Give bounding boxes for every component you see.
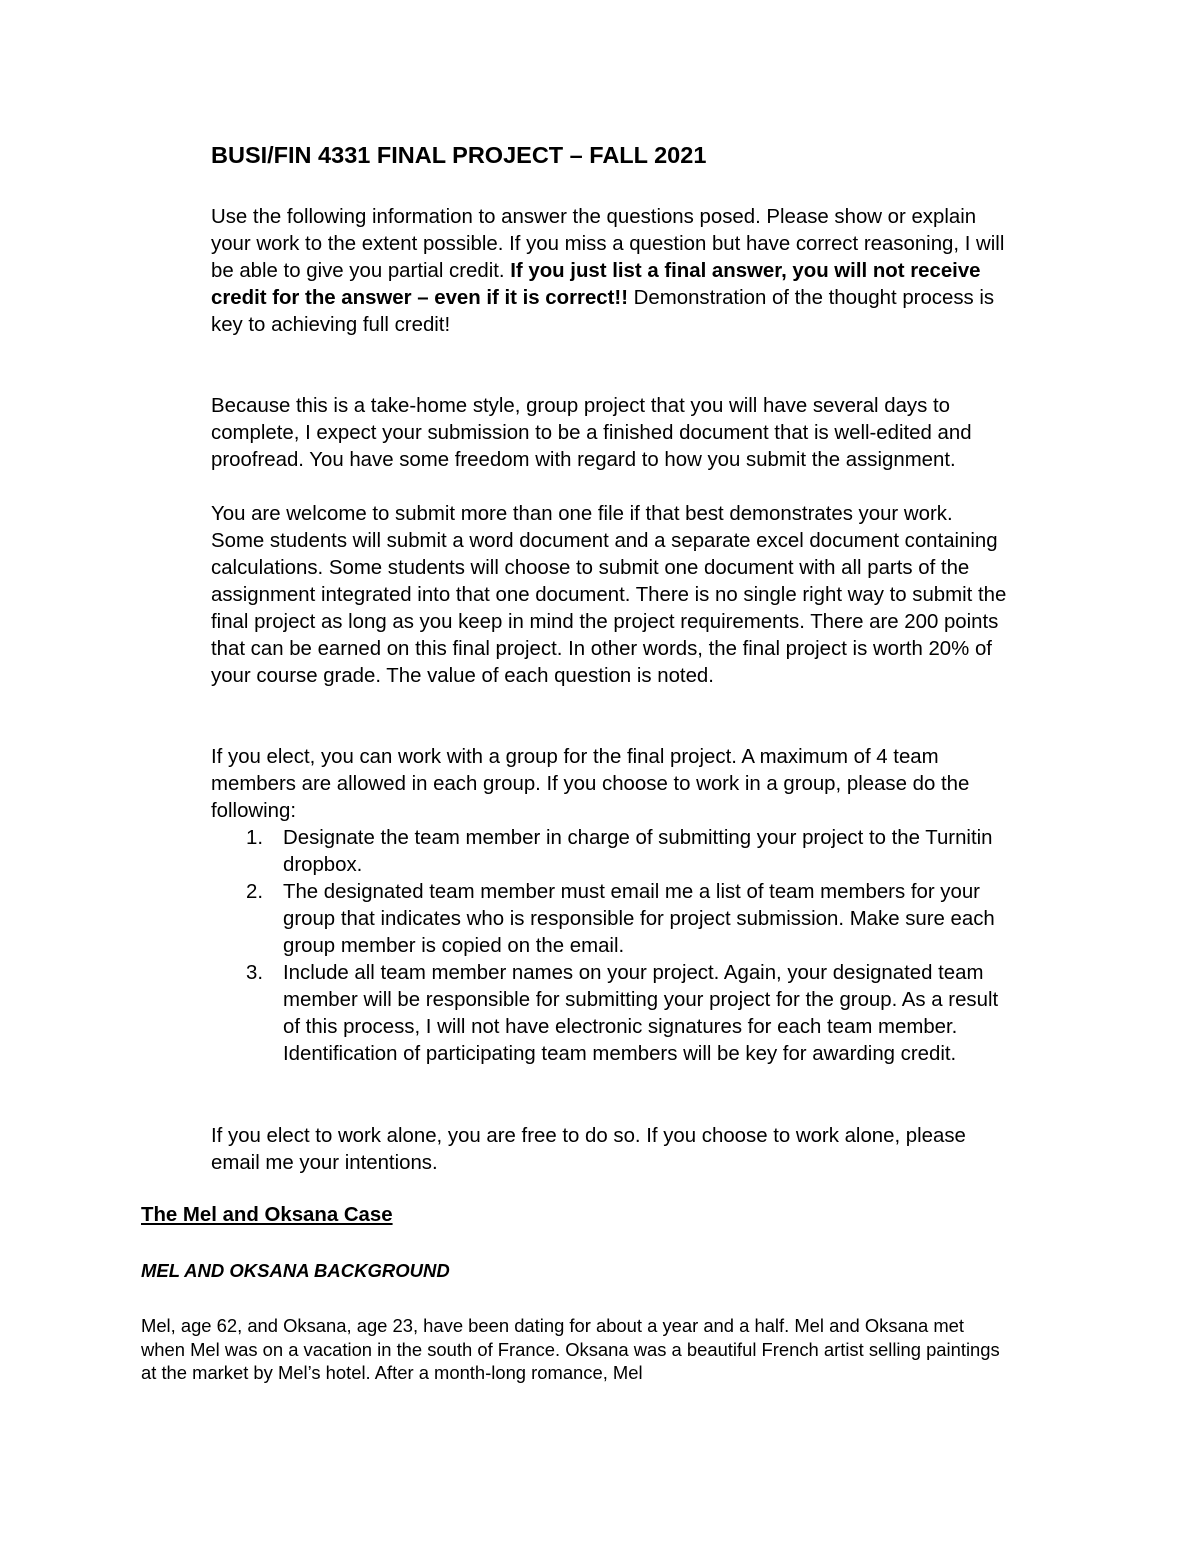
list-item-number: 2.: [246, 881, 264, 903]
list-item-number: 1.: [246, 827, 264, 849]
instructions-paragraph: [211, 204, 1011, 339]
document-title: BUSI/FIN 4331 FINAL PROJECT – FALL 2021: [211, 142, 707, 168]
alone-paragraph: If you elect to work alone, you are free to do so. If you choose to work alone, please email me your intentions.: [211, 1125, 966, 1174]
background-paragraph: Mel, age 62, and Oksana, age 23, have been dating for about a year and a half. Mel and Oksana met when Mel was on a vacation in the south of France. Oksana was a beautiful French artist selling paintings at the market by Mel’s hotel. After a month-long romance, Mel: [141, 1315, 1000, 1383]
list-item: [211, 960, 1011, 1068]
takehome-paragraph: Because this is a take-home style, group project that you will have several days to complete, I expect your submission to be a finished document that is well-edited and proofread. You have some freedom with regard to how you submit the assignment.: [211, 395, 972, 471]
instructions-warning: If you just list a final answer, you will not receive credit for the answer – even if it is correct!!: [211, 260, 981, 309]
group-paragraph: If you elect, you can work with a group for the final project. A maximum of 4 team members are allowed in each group. If you choose to work in a group, please do the following:: [211, 746, 970, 822]
instructions-text-end: Demonstration of the thought process is key to achieving full credit!: [211, 287, 995, 336]
list-item-text: Include all team member names on your project. Again, your designated team member will be responsible for submitting your project for the group. As a result of this process, I will not have electronic signatures for each team member. Identification of participating team members will be key for awarding credit.: [283, 962, 999, 1065]
case-title: The Mel and Oksana Case: [141, 1204, 393, 1226]
list-item-number: 3.: [246, 962, 264, 984]
list-item: [211, 825, 1011, 879]
instructions-text: Use the following information to answer the questions posed. Please show or explain your work to the extent possible. If you miss a question but have correct reasoning, I will be able to give you partial credit.: [211, 206, 1005, 282]
list-item-text: Designate the team member in charge of submitting your project to the Turnitin dropbox.: [283, 827, 993, 876]
list-item: [211, 879, 1011, 960]
list-item-text: The designated team member must email me a list of team members for your group that indicates who is responsible for project submission. Make sure each group member is copied on the email.: [283, 881, 995, 957]
submission-paragraph: You are welcome to submit more than one file if that best demonstrates your work. Some students will submit a word document and a separate excel document containing calculations. Some students will choose to submit one document with all parts of the assignment integrated into that one document. There is no single right way to submit the final project as long as you keep in mind the project requirements. There are 200 points that can be earned on this final project. In other words, the final project is worth 20% of your course grade. The value of each question is noted.: [211, 503, 1007, 687]
group-steps-list: [211, 825, 1011, 1068]
background-heading: MEL AND OKSANA BACKGROUND: [141, 1260, 450, 1281]
